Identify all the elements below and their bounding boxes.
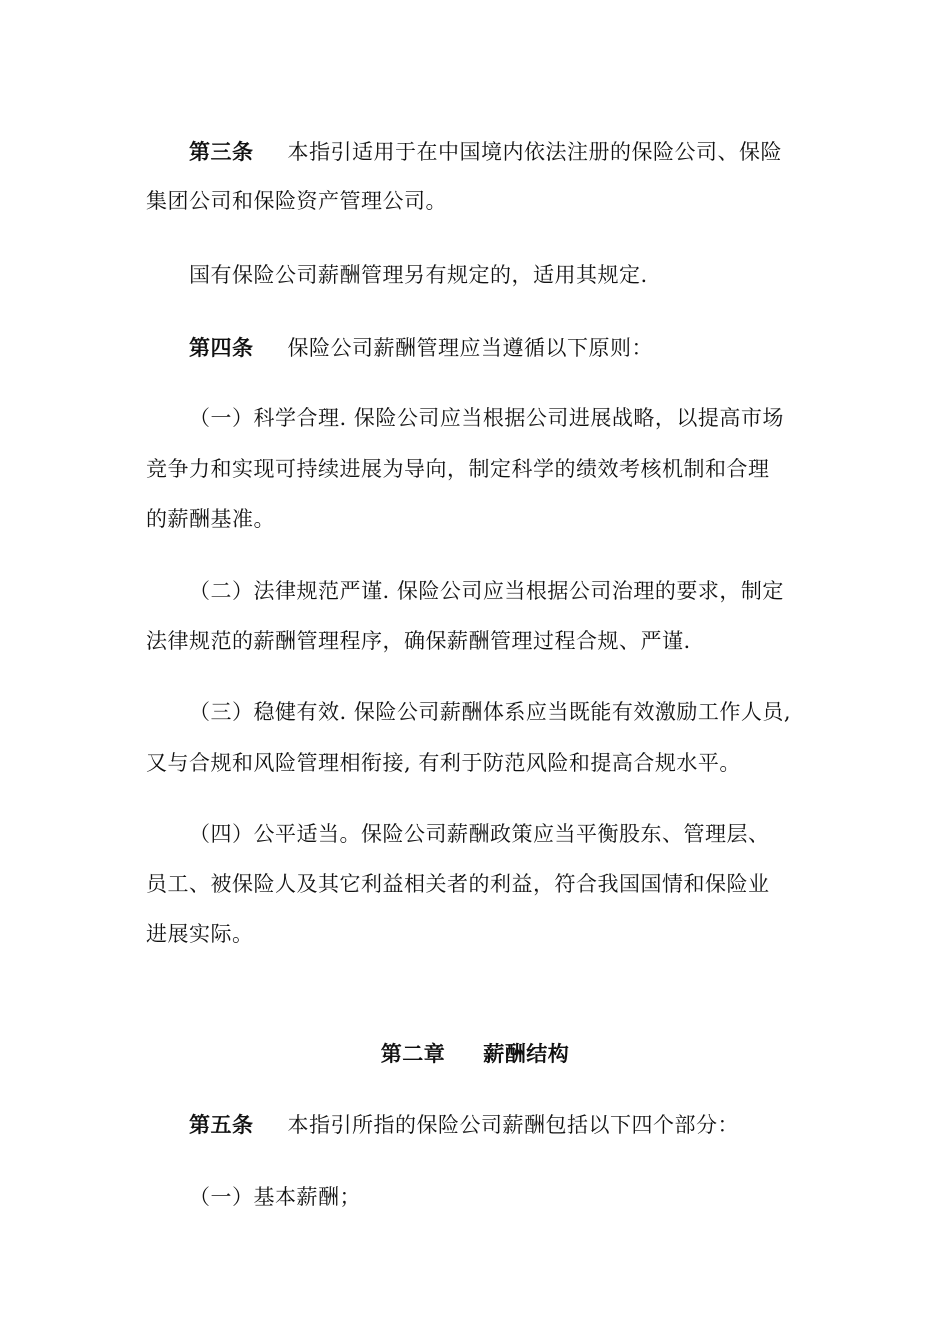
article5-label: 第五条 <box>189 1112 254 1137</box>
article5-line1 <box>189 1111 869 1139</box>
article3-text-line2: 集团公司和保险资产管理公司。 <box>146 189 447 213</box>
article4-item2-line2: 法律规范的薪酬管理程序，确保薪酬管理过程合规、严谨. <box>146 629 691 653</box>
article4-item4-line2: 员工、被保险人及其它利益相关者的利益，符合我国国情和保险业 <box>146 872 770 896</box>
article3-line1 <box>189 138 869 166</box>
article4-item2-line1: （二）法律规范严谨. 保险公司应当根据公司治理的要求，制定 <box>189 579 784 603</box>
article4-item4-line1: （四）公平适当。保险公司薪酬政策应当平衡股东、管理层、 <box>189 822 770 846</box>
article3-text-line1: 本指引适用于在中国境内依法注册的保险公司、保险 <box>287 140 782 164</box>
article5-text: 本指引所指的保险公司薪酬包括以下四个部分： <box>287 1113 739 1137</box>
article3-paragraph2: 国有保险公司薪酬管理另有规定的，适用其规定. <box>189 263 648 287</box>
article4-item3-line2: 又与合规和风险管理相衔接, 有利于防范风险和提高合规水平。 <box>146 751 741 775</box>
article5-item1: （一）基本薪酬； <box>189 1185 361 1209</box>
chapter-title: 薪酬结构 <box>483 1041 570 1066</box>
article4-text: 保险公司薪酬管理应当遵循以下原则： <box>287 336 653 360</box>
article4-item3-line1: （三）稳健有效. 保险公司薪酬体系应当既能有效激励工作人员, <box>189 700 792 724</box>
article3-label: 第三条 <box>189 139 254 164</box>
article4-label: 第四条 <box>189 335 254 360</box>
chapter-number: 第二章 <box>380 1041 446 1066</box>
article4-item1-line1: （一）科学合理. 保险公司应当根据公司进展战略，以提高市场 <box>189 406 784 430</box>
article4-item1-line2: 竞争力和实现可持续进展为导向，制定科学的绩效考核机制和合理 <box>146 457 770 481</box>
article4-item4-line3: 进展实际。 <box>146 922 254 946</box>
chapter-heading <box>0 1040 950 1068</box>
article4-line1 <box>189 334 869 362</box>
article4-item1-line3: 的薪酬基准。 <box>146 507 275 531</box>
